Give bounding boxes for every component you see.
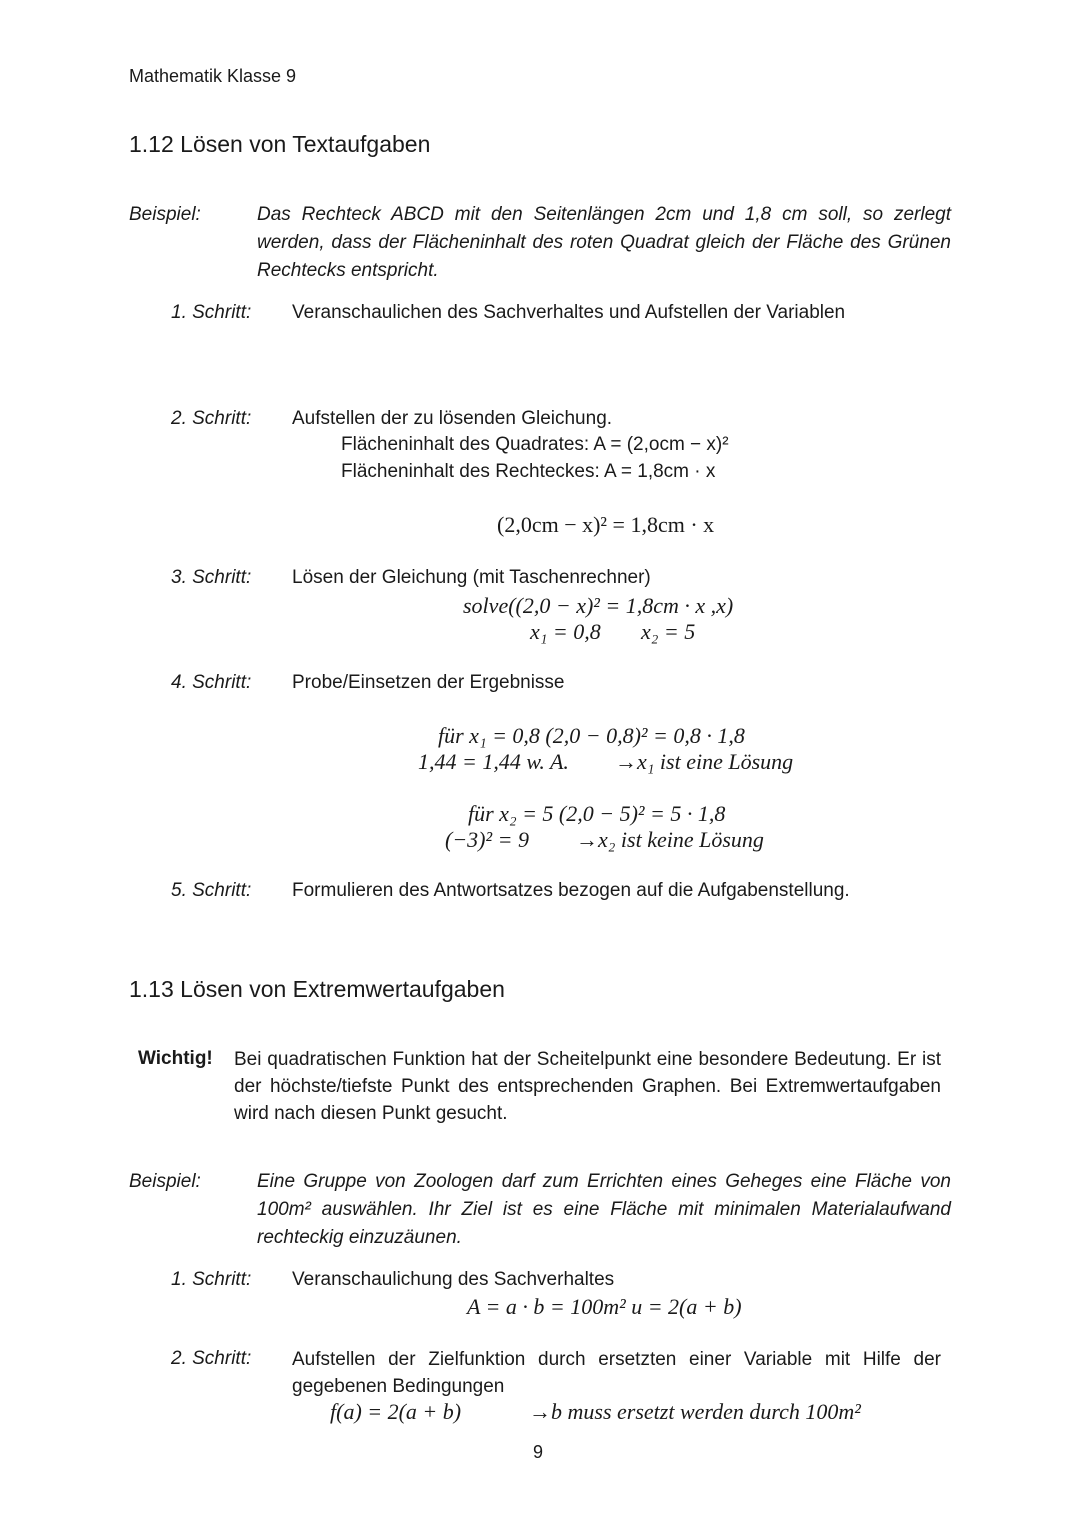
- area-perimeter-formula: A = a · b = 100m² u = 2(a + b): [467, 1294, 742, 1319]
- important-label: Wichtig!: [138, 1048, 213, 1069]
- check-2-line-2b: →x₂ ist keine Lösung: [576, 827, 764, 852]
- step-label-3: 3. Schritt:: [171, 567, 252, 588]
- step-text-2-1: Veranschaulichung des Sachverhaltes: [292, 1269, 615, 1290]
- step-text-4: Probe/Einsetzen der Ergebnisse: [292, 672, 565, 693]
- check-1-line-2a: 1,44 = 1,44 w. A.: [418, 749, 569, 774]
- step-label-2: 2. Schritt:: [171, 408, 252, 429]
- step-text-3: Lösen der Gleichung (mit Taschenrechner): [292, 567, 651, 588]
- important-text: Bei quadratischen Funktion hat der Scheitelpunkt eine besondere Bedeutung. Er ist der höchste/tiefste Punkt des entsprechenden Graphen. Bei Extremwertaufgaben wird nach diesen Punkt gesucht.: [234, 1049, 941, 1124]
- check-2-line-1: für x₂ = 5 (2,0 − 5)² = 5 · 1,8: [468, 801, 726, 826]
- step-text-5: Formulieren des Antwortsatzes bezogen auf die Aufgabenstellung.: [292, 880, 850, 901]
- solve-command: solve((2,0 − x)² = 1,8cm · x ,x): [463, 593, 734, 618]
- section-title-1-13: 1.13 Lösen von Extremwertaufgaben: [129, 976, 505, 1002]
- step-label-5: 5. Schritt:: [171, 880, 252, 901]
- area-square-formula: Flächeninhalt des Quadrates: A = (2,ocm − x)²: [341, 434, 729, 455]
- step-label-2-2: 2. Schritt:: [171, 1348, 252, 1369]
- page-header: Mathematik Klasse 9: [129, 66, 297, 86]
- equation: (2,0cm − x)² = 1,8cm · x: [497, 512, 715, 537]
- step-text-2: Aufstellen der zu lösenden Gleichung.: [292, 408, 613, 429]
- step-label-4: 4. Schritt:: [171, 672, 252, 693]
- solution-x1: x₁ = 0,8: [530, 619, 601, 644]
- step-text-1: Veranschaulichen des Sachverhaltes und Aufstellen der Variablen: [292, 302, 846, 323]
- check-1-line-1: für x₁ = 0,8 (2,0 − 0,8)² = 0,8 · 1,8: [438, 723, 745, 748]
- section-title-1-12: 1.12 Lösen von Textaufgaben: [129, 131, 431, 157]
- substitution-note: →b muss ersetzt werden durch 100m²: [529, 1399, 861, 1424]
- check-2-line-2a: (−3)² = 9: [445, 827, 529, 852]
- example-text-2: Eine Gruppe von Zoologen darf zum Errichten eines Geheges eine Fläche von 100m² auswählen. Ihr Ziel ist es eine Fläche mit minimalen Materialaufwand rechteckig einzuzäunen.: [257, 1171, 951, 1248]
- step-label-2-1: 1. Schritt:: [171, 1269, 252, 1290]
- check-1-line-2b: →x₁ ist eine Lösung: [615, 749, 794, 774]
- area-rectangle-formula: Flächeninhalt des Rechteckes: A = 1,8cm · x: [341, 461, 716, 482]
- step-label-1: 1. Schritt:: [171, 302, 252, 323]
- page-number: 9: [533, 1442, 544, 1462]
- step-text-2-2: Aufstellen der Zielfunktion durch ersetzten einer Variable mit Hilfe der gegebenen Bedingungen: [292, 1349, 941, 1397]
- example-label: Beispiel:: [129, 204, 201, 225]
- solution-x2: x₂ = 5: [641, 619, 696, 644]
- target-function: f(a) = 2(a + b): [330, 1399, 462, 1424]
- example-label-2: Beispiel:: [129, 1171, 201, 1192]
- example-text: Das Rechteck ABCD mit den Seitenlängen 2cm und 1,8 cm soll, so zerlegt werden, dass der Flächeninhalt des roten Quadrat gleich der Fläche des Grünen Rechtecks entspricht.: [257, 204, 951, 281]
